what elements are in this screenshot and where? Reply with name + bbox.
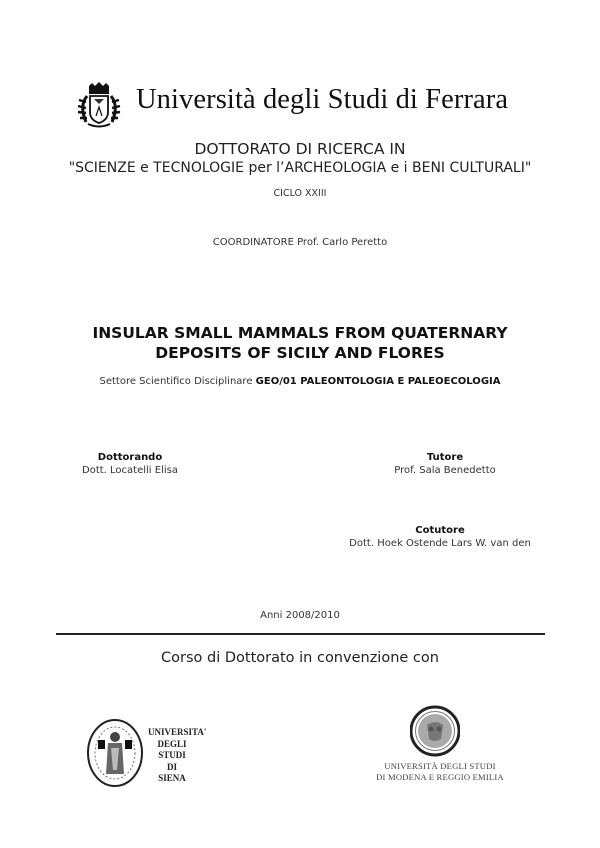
thesis-title-line-1: INSULAR SMALL MAMMALS FROM QUATERNARY — [92, 324, 508, 342]
university-title: Università degli Studi di Ferrara — [136, 84, 509, 115]
academic-years: Anni 2008/2010 — [260, 610, 340, 621]
thesis-title — [0, 323, 600, 363]
modena-university-name: UNIVERSITÀ DEGLI STUDI DI MODENA E REGGIO EMILIA — [376, 761, 504, 782]
ferrara-crest-icon — [76, 82, 122, 130]
cotutor-block — [345, 524, 535, 550]
coordinator-line: COORDINATORE Prof. Carlo Peretto — [212, 237, 388, 248]
sector-prefix: Settore Scientifico Disciplinare — [99, 376, 256, 387]
candidate-block — [80, 451, 180, 477]
tutor-label: Tutore — [426, 452, 464, 463]
candidate-name: Dott. Locatelli Elisa — [82, 465, 178, 476]
thesis-title-line-2: DEPOSITS OF SICILY AND FLORES — [155, 344, 445, 362]
siena-university-name: UNIVERSITA' DEGLI STUDI DI SIENA — [148, 727, 207, 783]
doctorate-heading: DOTTORATO DI RICERCA IN — [194, 140, 406, 158]
siena-seal-icon — [86, 718, 144, 788]
sector-code: GEO/01 PALEONTOLOGIA E PALEOECOLOGIA — [255, 376, 501, 387]
tutor-block — [385, 451, 505, 477]
cotutor-label: Cotutore — [415, 525, 465, 536]
modena-seal-icon — [410, 705, 460, 757]
convention-heading: Corso di Dottorato in convenzione con — [161, 650, 439, 666]
candidate-label: Dottorando — [97, 452, 163, 463]
horizontal-divider — [56, 633, 545, 635]
cycle-label: CICLO XXIII — [273, 188, 327, 199]
doctorate-program-name: "SCIENZE e TECNOLOGIE per l’ARCHEOLOGIA e i BENI CULTURALI" — [68, 160, 532, 176]
cotutor-name: Dott. Hoek Ostende Lars W. van den — [349, 538, 531, 549]
tutor-name: Prof. Sala Benedetto — [394, 465, 496, 476]
scientific-sector — [0, 376, 600, 387]
